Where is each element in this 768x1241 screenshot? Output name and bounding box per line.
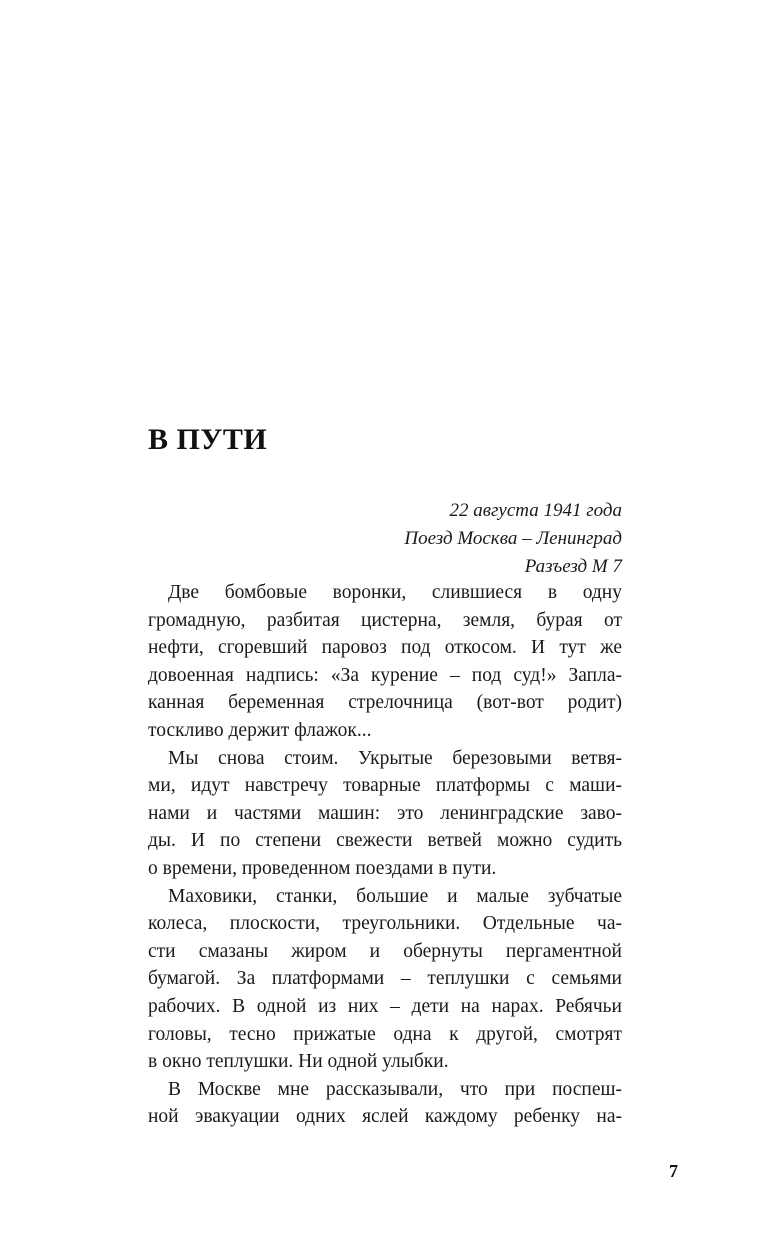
text-line: бумагой. За платформами – теплушки с семьями [148,968,622,990]
text-line: громадную, разбитая цистерна, земля, бурая от [148,609,622,631]
epigraph-route: Поезд Москва – Ленинград [404,528,622,549]
page-number: 7 [669,1161,678,1181]
epigraph [404,497,622,581]
epigraph-date: 22 августа 1941 года [449,500,622,521]
text-line: головы, тесно прижатые одна к другой, смотрят [148,1023,622,1045]
epigraph-place: Разъезд М 7 [524,556,622,577]
text-line: Две бомбовые воронки, слившиеся в одну [168,582,622,603]
text-line: рабочих. В одной из них – дети на нарах. Ребячьи [148,995,622,1017]
text-line: нефти, сгоревший паровоз под откосом. И тут же [148,637,622,659]
text-line: колеса, плоскости, треугольники. Отдельные ча- [148,913,622,935]
text-line: ной эвакуации одних яслей каждому ребенку на- [148,1106,622,1128]
text-line: в окно теплушки. Ни одной улыбки. [148,1051,449,1073]
body-text [148,579,622,1131]
text-line: сти смазаны жиром и обернуты пергаментной [148,940,622,962]
text-line: Мы снова стоим. Укрытые березовыми ветвя- [168,747,622,769]
text-line: о времени, проведенном поездами в пути. [148,857,497,879]
text-line: нами и частями машин: это ленинградские заво- [148,802,622,824]
text-line: тоскливо держит флажок... [148,719,372,741]
text-line: канная беременная стрелочница (вот-вот родит) [148,692,622,714]
text-line: В Москве мне рассказывали, что при поспеш- [168,1078,622,1100]
text-line: довоенная надпись: «За курение – под суд!» Запла- [148,664,622,686]
text-line: ды. И по степени свежести ветвей можно судить [148,830,622,852]
chapter-title: В ПУТИ [148,423,268,456]
text-line: ми, идут навстречу товарные платформы с маши- [148,775,622,797]
text-line: Маховики, станки, большие и малые зубчатые [168,885,622,907]
